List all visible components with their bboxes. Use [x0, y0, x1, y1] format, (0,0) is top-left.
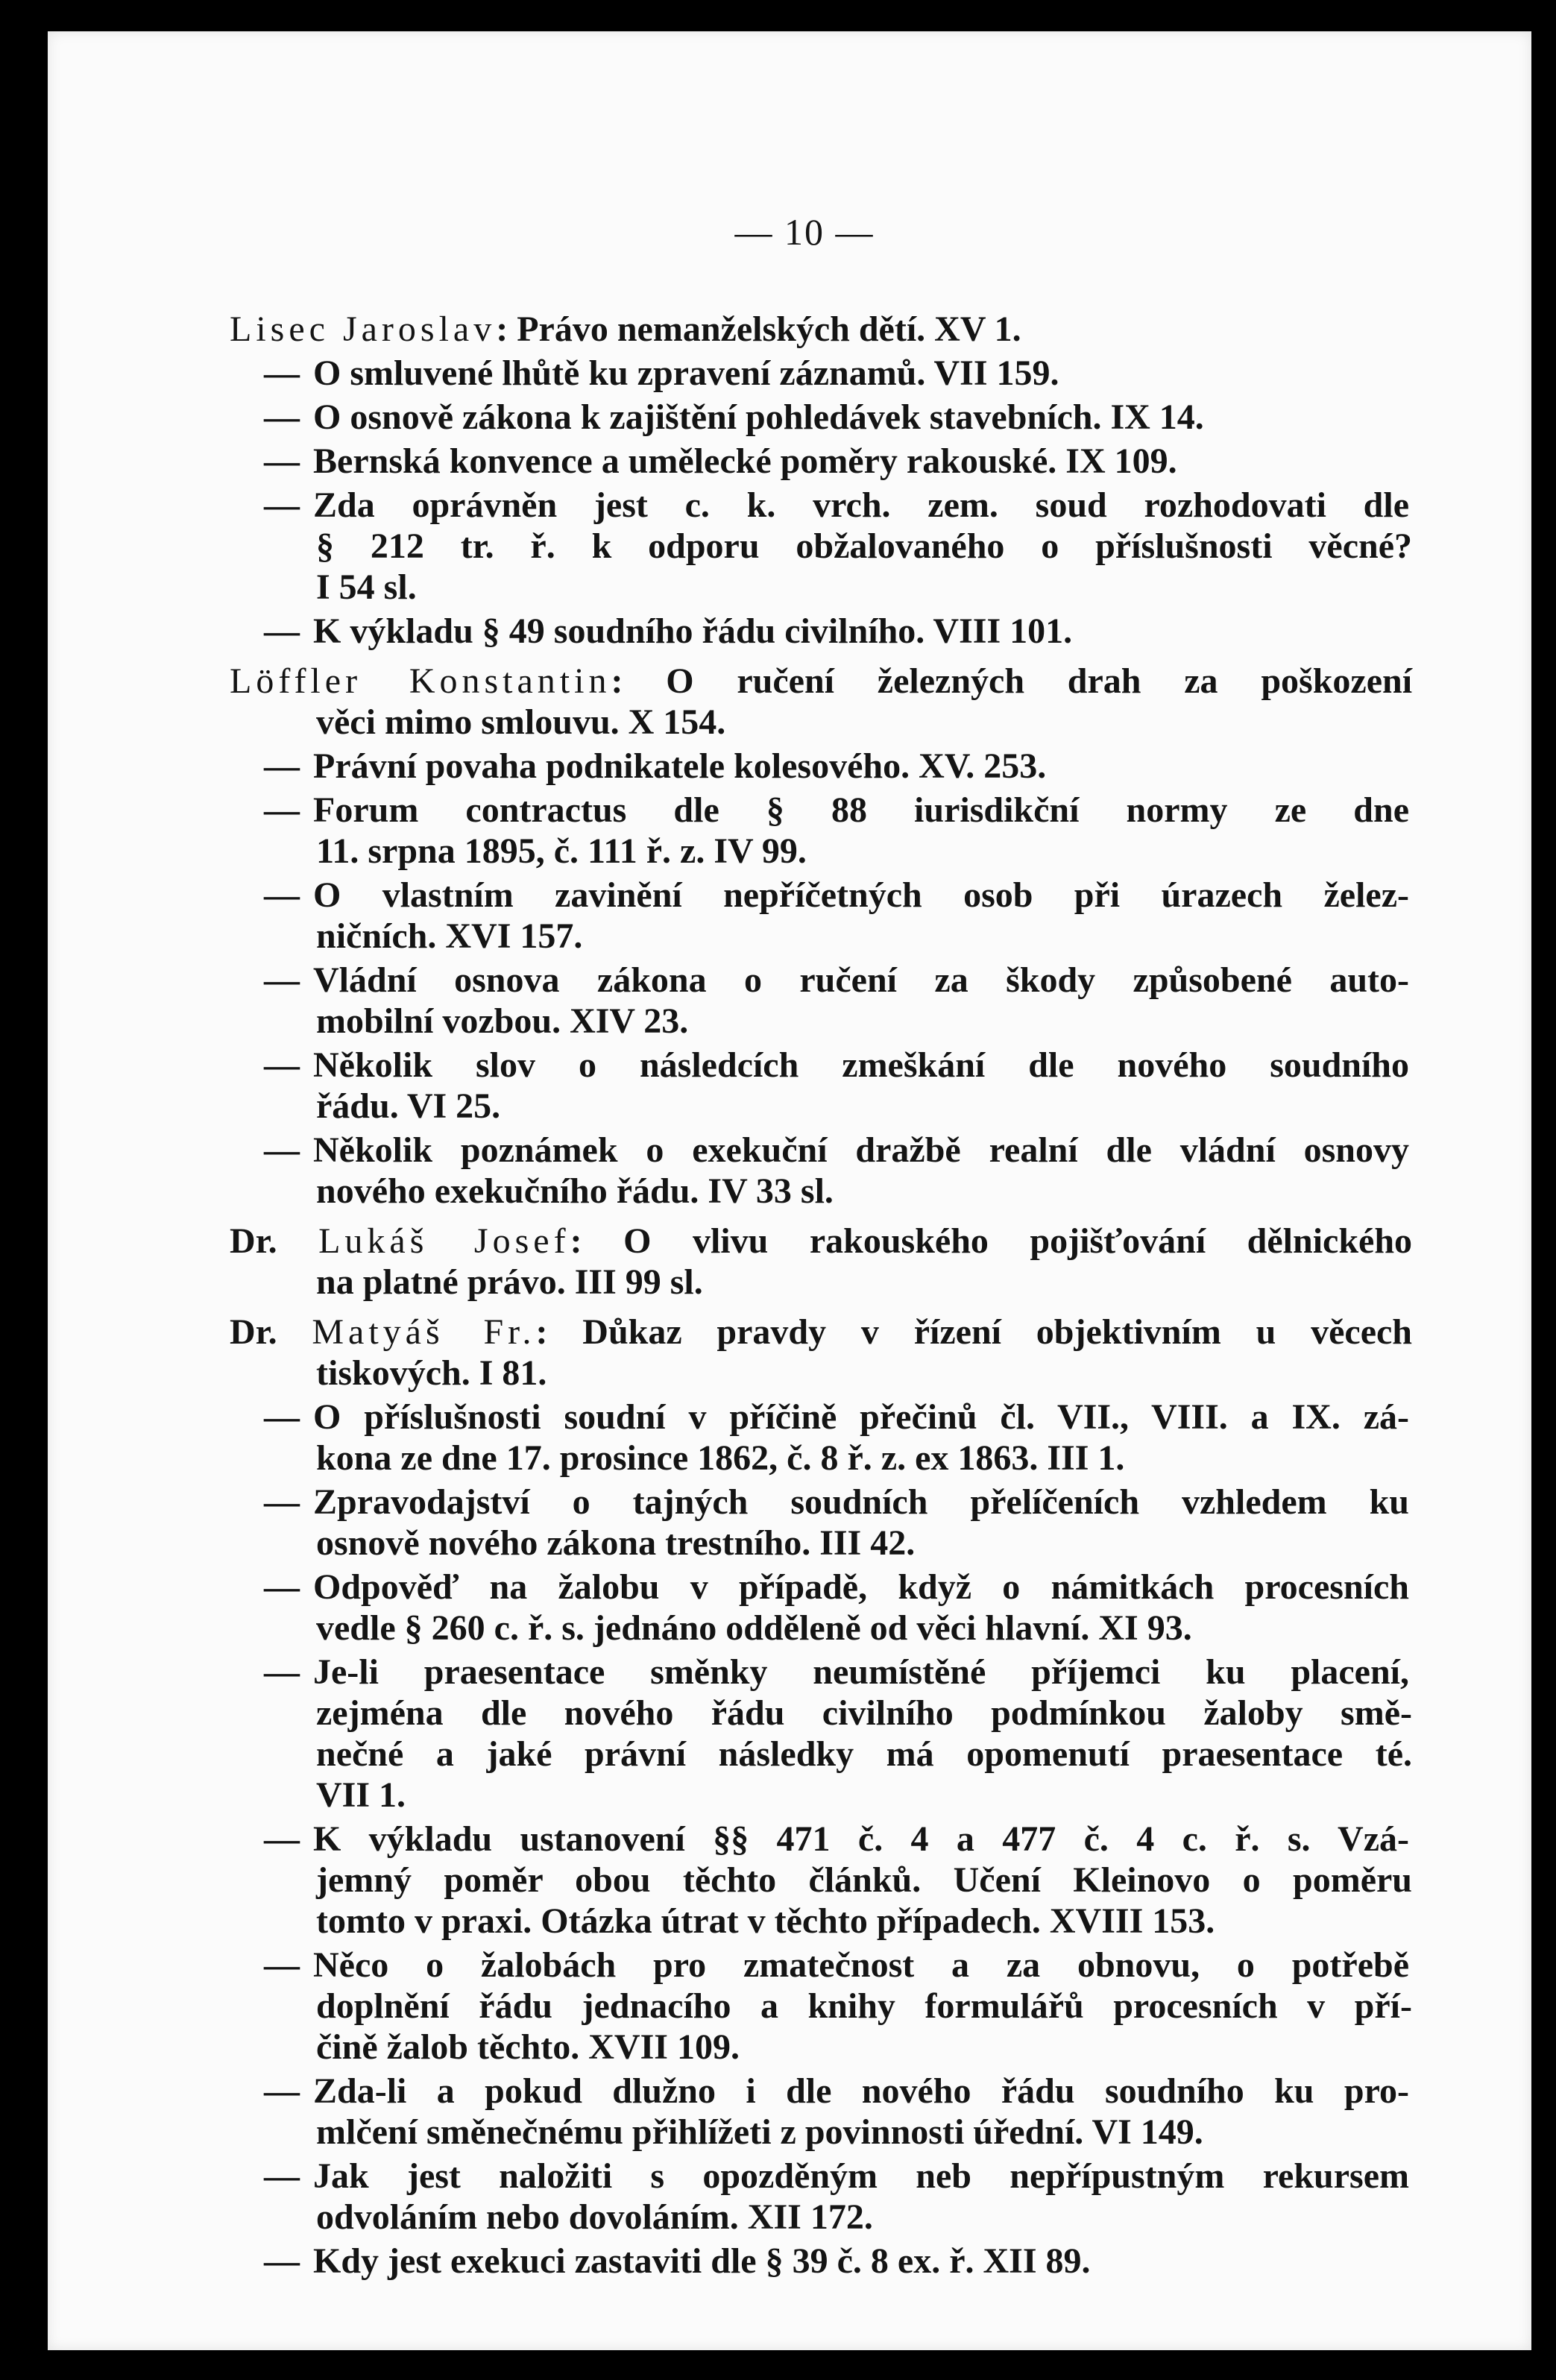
dash-mark: — [264, 1819, 300, 1859]
dash-mark: — [264, 397, 300, 437]
line-text: Zda oprávněn jest c. k. vrch. zem. soud rozhodovati dle [313, 485, 1409, 525]
entry-line: Lisec Jaroslav: Právo nemanželských dětí. XV 1. [230, 309, 1021, 349]
entry-line [316, 2112, 1412, 2153]
sub-entry [230, 1045, 1412, 1127]
entry-line [264, 1945, 1409, 1986]
line-text: Právo nemanželských dětí. XV 1. [517, 309, 1021, 349]
line-text: § 212 tr. ř. k odporu obžalovaného o příslušnosti věcné? [316, 526, 1412, 566]
line-text: věci mimo smlouvu. X 154. [316, 702, 726, 742]
line-text: řádu. VI 25. [316, 1086, 501, 1126]
author-entry [230, 661, 1412, 743]
dash-mark: — [264, 353, 300, 393]
entry-line [264, 441, 1409, 482]
line-text: VII 1. [316, 1775, 406, 1815]
entry-line [264, 1397, 1409, 1438]
line-text: Kdy jest exekuci zastaviti dle § 39 č. 8 ex. ř. XII 89. [313, 2241, 1091, 2281]
line-text: Jak jest naložiti s opozděným neb nepřípustným rekursem [313, 2156, 1409, 2196]
entry-line [316, 916, 1412, 957]
entry-line [316, 1086, 1412, 1127]
entry-line [264, 1045, 1409, 1086]
line-text: O ručení železných drah za poškození [666, 661, 1413, 701]
line-text: Něco o žalobách pro zmatečnost a za obnovu, o potřebě [313, 1945, 1409, 1985]
line-text: Vládní osnova zákona o ručení za škody způsobené auto- [313, 960, 1409, 1000]
dash-mark: — [264, 611, 300, 651]
author-entry [230, 1221, 1412, 1303]
line-text: mobilní vozbou. XIV 23. [316, 1001, 689, 1041]
entry-line [316, 1986, 1412, 2027]
entry-line [264, 2156, 1409, 2197]
line-text: Důkaz pravdy v řízení objektivním u věcech [582, 1312, 1413, 1352]
dash-mark: — [264, 746, 300, 786]
entry-line [316, 1523, 1412, 1564]
entry-line [230, 702, 1412, 743]
entry-line [316, 1001, 1412, 1042]
entry-line [316, 2027, 1412, 2068]
line-text: O vlastním zavinění nepříčetných osob při úrazech želez- [313, 875, 1409, 915]
line-text: čině žalob těchto. XVII 109. [316, 2027, 740, 2067]
line-text: K výkladu ustanovení §§ 471 č. 4 a 477 č. 4 c. ř. s. Vzá- [313, 1819, 1409, 1859]
entry-line [316, 1901, 1412, 1942]
sub-entry [230, 2156, 1412, 2238]
sub-entry [230, 790, 1412, 872]
dash-mark: — [264, 441, 300, 481]
entry-line [316, 1775, 1412, 1816]
entry-line [316, 1734, 1412, 1775]
entry-line [230, 1262, 1412, 1303]
line-text: Bernská konvence a umělecké poměry rakouské. IX 109. [313, 441, 1177, 481]
entry-line [264, 353, 1409, 394]
entry-line [316, 1608, 1412, 1649]
line-text: vedle § 260 c. ř. s. jednáno odděleně od věci hlavní. XI 93. [316, 1608, 1192, 1648]
line-text: Právní povaha podnikatele kolesového. XV. 253. [313, 746, 1047, 786]
line-text: nového exekučního řádu. IV 33 sl. [316, 1171, 834, 1211]
sub-entry [230, 1945, 1412, 2068]
entry-line [264, 611, 1409, 652]
line-text: doplnění řádu jednacího a knihy formulářů procesních v pří- [316, 1986, 1412, 2026]
entry-line [316, 1438, 1412, 1479]
entry-line [264, 485, 1409, 526]
line-text: kona ze dne 17. prosince 1862, č. 8 ř. z. ex 1863. III 1. [316, 1438, 1125, 1478]
entry-line [316, 1171, 1412, 1212]
line-text: osnově nového zákona trestního. III 42. [316, 1523, 916, 1563]
sub-entry [230, 353, 1412, 394]
line-text: O příslušnosti soudní v příčině přečinů čl. VII., VIII. a IX. zá- [313, 1397, 1409, 1437]
entry-line [316, 526, 1412, 567]
dash-mark: — [264, 1652, 300, 1692]
line-text: odvoláním nebo dovoláním. XII 172. [316, 2197, 873, 2237]
entry-line [264, 397, 1409, 438]
line-text: nečné a jaké právní následky má opomenutí praesentace té. [316, 1734, 1412, 1774]
sub-entry [230, 1482, 1412, 1564]
entry-line [264, 2241, 1409, 2282]
sub-entry [230, 611, 1412, 652]
line-text: ničních. XVI 157. [316, 916, 583, 956]
page-number: — 10 — [734, 211, 875, 253]
line-text: na platné právo. III 99 sl. [316, 1262, 703, 1302]
line-text: Je-li praesentace směnky neumístěné příjemci ku placení, [313, 1652, 1409, 1692]
entry-line [316, 567, 1412, 608]
line-text: O osnově zákona k zajištění pohledávek stavebních. IX 14. [313, 397, 1204, 437]
line-text: Několik slov o následcích zmeškání dle nového soudního [313, 1045, 1409, 1085]
line-text: jemný poměr obou těchto článků. Učení Kleinovo o poměru [316, 1860, 1412, 1900]
entry-line [264, 1567, 1409, 1608]
bibliography-list [230, 300, 1412, 2285]
entry-line [316, 2197, 1412, 2238]
line-text: K výkladu § 49 soudního řádu civilního. VIII 101. [313, 611, 1073, 651]
line-text: tomto v praxi. Otázka útrat v těchto případech. XVIII 153. [316, 1901, 1215, 1941]
sub-entry [230, 2071, 1412, 2153]
author-name: Löffler Konstantin [230, 661, 611, 701]
entry-line [264, 1130, 1409, 1171]
dash-mark: — [264, 1397, 300, 1437]
sub-entry [230, 1130, 1412, 1212]
entry-line [316, 1693, 1412, 1734]
dash-mark: — [264, 1045, 300, 1085]
dash-mark: — [264, 2156, 300, 2196]
entry-line [316, 831, 1412, 872]
line-text: Odpověď na žalobu v případě, když o námitkách procesních [313, 1567, 1409, 1607]
entry-line [264, 1819, 1409, 1860]
line-text: I 54 sl. [316, 567, 417, 607]
line-text: O vlivu rakouského pojišťování dělnického [623, 1221, 1413, 1261]
entry-line [264, 875, 1409, 916]
author-name: Lisec Jaroslav [230, 309, 497, 349]
line-text: Několik poznámek o exekuční dražbě realní dle vládní osnovy [313, 1130, 1409, 1170]
entry-line: Dr. Lukáš Josef: O vlivu rakouského pojišťování dělnického [230, 1221, 1413, 1261]
sub-entry [230, 960, 1412, 1042]
entry-line [264, 790, 1409, 831]
sub-entry [230, 441, 1412, 482]
dash-mark: — [264, 960, 300, 1000]
entry-line [264, 960, 1409, 1001]
dash-mark: — [264, 485, 300, 525]
sub-entry [230, 2241, 1412, 2282]
author-name: Matyáš Fr. [312, 1312, 536, 1352]
author-entry [230, 1312, 1412, 1394]
line-text: O smluvené lhůtě ku zpravení záznamů. VII 159. [313, 353, 1059, 393]
line-text: Zda-li a pokud dlužno i dle nového řádu soudního ku pro- [313, 2071, 1409, 2111]
sub-entry [230, 397, 1412, 438]
sub-entry [230, 1567, 1412, 1649]
sub-entry [230, 1652, 1412, 1816]
entry-line [264, 1652, 1409, 1693]
dash-mark: — [264, 2071, 300, 2111]
line-text: 11. srpna 1895, č. 111 ř. z. IV 99. [316, 831, 807, 871]
author-prefix: Dr. [230, 1312, 312, 1352]
line-text: Zpravodajství o tajných soudních přelíčeních vzhledem ku [313, 1482, 1409, 1522]
line-text: Forum contractus dle § 88 iurisdikční normy ze dne [313, 790, 1409, 830]
sub-entry [230, 485, 1412, 608]
sub-entry [230, 1819, 1412, 1942]
entry-line [264, 1482, 1409, 1523]
line-text: mlčení směnečnému přihlížeti z povinnosti úřední. VI 149. [316, 2112, 1203, 2152]
author-name: Lukáš Josef [318, 1221, 570, 1261]
sub-entry [230, 746, 1412, 787]
entry-line [316, 1860, 1412, 1901]
dash-mark: — [264, 1130, 300, 1170]
dash-mark: — [264, 1482, 300, 1522]
dash-mark: — [264, 790, 300, 830]
sub-entry [230, 1397, 1412, 1479]
entry-line: Löffler Konstantin: O ručení železných drah za poškození [230, 661, 1413, 701]
document-page [48, 31, 1531, 2350]
entry-line [264, 2071, 1409, 2112]
author-prefix: Dr. [230, 1221, 319, 1261]
entry-line: Dr. Matyáš Fr.: Důkaz pravdy v řízení objektivním u věcech [230, 1312, 1413, 1352]
dash-mark: — [264, 875, 300, 915]
line-text: zejména dle nového řádu civilního podmínkou žaloby smě- [316, 1693, 1412, 1733]
dash-mark: — [264, 2241, 300, 2281]
dash-mark: — [264, 1567, 300, 1607]
sub-entry [230, 875, 1412, 957]
author-entry [230, 309, 1412, 350]
dash-mark: — [264, 1945, 300, 1985]
line-text: tiskových. I 81. [316, 1353, 547, 1393]
entry-line [264, 746, 1409, 787]
entry-line [230, 1353, 1412, 1394]
